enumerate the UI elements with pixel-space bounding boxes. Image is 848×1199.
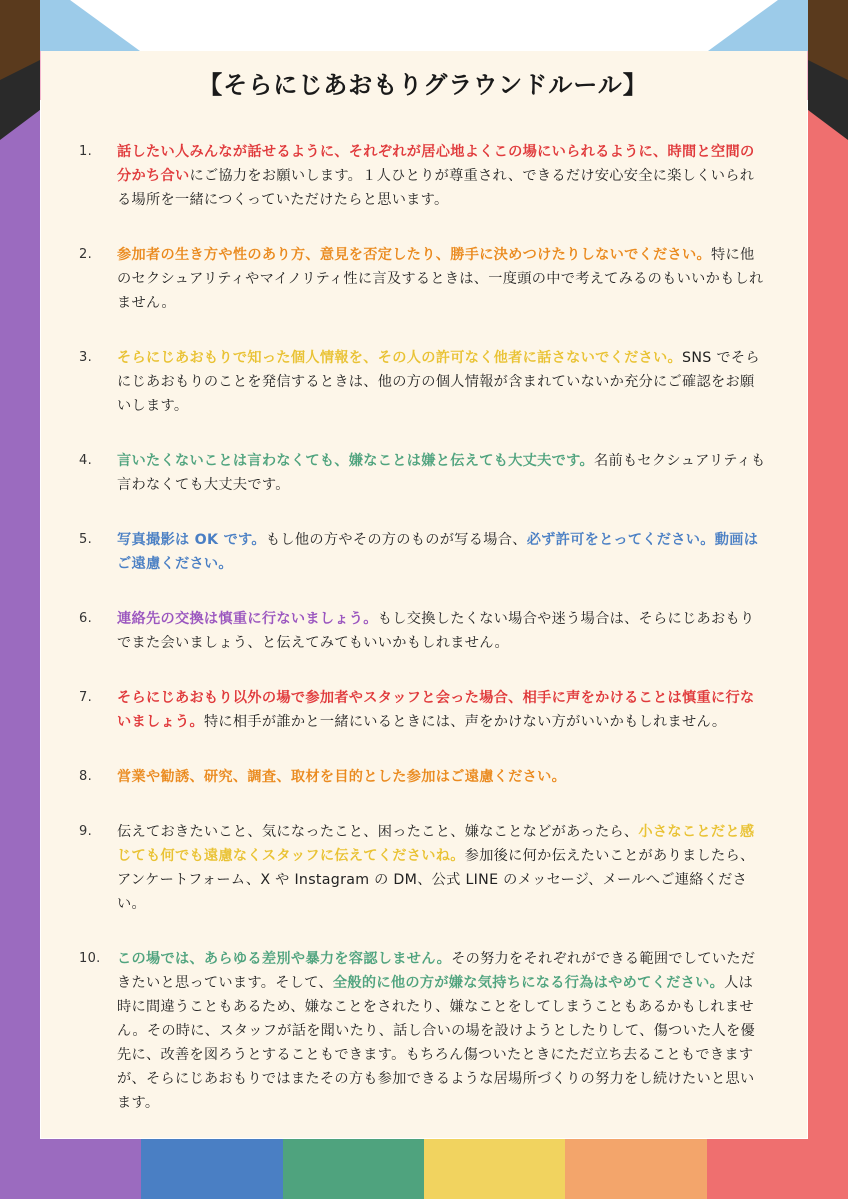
rule-number: 6.	[79, 611, 93, 626]
rule-item-8	[79, 765, 767, 789]
rule-highlight: 参加者の生き方や性のあり方、意見を否定したり、勝手に決めつけたりしないでください。	[117, 247, 711, 263]
rule-highlight: 全般的に他の方が嫌な気持ちになる行為はやめてください。	[332, 975, 725, 991]
rule-text: その努力をそれぞれができる範囲でしていただきたいと思っています。そして、	[117, 951, 756, 991]
rule-number: 1.	[79, 144, 93, 159]
rule-item-2	[79, 243, 767, 315]
rule-text: 特に他のセクシュアリティやマイノリティ性に言及するときは、一度頭の中で考えてみるのもいいかもしれません。	[117, 247, 764, 311]
band-blue	[141, 1139, 282, 1199]
rule-number: 5.	[79, 532, 93, 547]
rule-number: 10.	[79, 951, 101, 966]
rule-highlight: 言いたくないことは言わなくても、嫌なことは嫌と伝えても大丈夫です。	[117, 453, 594, 469]
rule-item-3	[79, 346, 767, 418]
rule-highlight: 営業や勧誘、研究、調査、取材を目的とした参加はご遠慮ください。	[117, 769, 567, 785]
rule-text: 特に相手が誰かと一緒にいるときには、声をかけない方がいいかもしれません。	[203, 714, 727, 730]
band-yellow	[424, 1139, 565, 1199]
rule-text: 名前もセクシュアリティも言わなくても大丈夫です。	[117, 453, 766, 493]
rule-item-1	[79, 140, 767, 212]
rule-text: にご協力をお願いします。１人ひとりが尊重され、できるだけ安心安全に楽しくいられる場所を一緒につくっていただけたらと思います。	[117, 168, 755, 208]
rule-item-7	[79, 686, 767, 734]
rule-highlight: 話したい人みんなが話せるように、それぞれが居心地よくこの場にいられるように、時間と空間の分かち合い	[117, 144, 755, 184]
rule-highlight: 必ず許可をとってください。動画はご遠慮ください。	[117, 532, 759, 572]
rule-number: 3.	[79, 350, 93, 365]
rules-list	[79, 140, 767, 1115]
rule-text: もし他の方やその方のものが写る場合、	[265, 532, 527, 548]
rule-number: 8.	[79, 769, 93, 784]
rule-text: 伝えておきたいこと、気になったこと、困ったこと、嫌なことなどがあったら、	[117, 824, 639, 840]
page-title: 【そらにじあおもりグラウンドルール】	[198, 71, 648, 99]
rule-highlight: この場では、あらゆる差別や暴力を容認しません。	[117, 951, 452, 967]
rule-item-5	[79, 528, 767, 576]
rule-highlight: 写真撮影は OK です。	[117, 532, 266, 548]
band-purple	[0, 1139, 141, 1199]
rule-highlight: そらにじあおもりで知った個人情報を、その人の許可なく他者に話さないでください。	[117, 350, 683, 366]
rule-text: もし交換したくない場合や迷う場合は、そらにじあおもりでまた会いましょう、と伝えてみてもいいかもしれません。	[117, 611, 755, 651]
rule-item-4	[79, 449, 767, 497]
band-orange	[565, 1139, 706, 1199]
rule-number: 7.	[79, 690, 93, 705]
rule-number: 9.	[79, 824, 93, 839]
rainbow-bottom-band	[0, 1139, 848, 1199]
rule-text: 人は時に間違うこともあるため、嫌なことをされたり、嫌なことをしてしまうこともあるかもしれません。その時に、スタッフが話を聞いたり、話し合いの場を設けようとしたりして、傷ついた人を優先に、改善を図ろうとすることもできます。もちろん傷ついたときにただ立ち去ることもできますが、そらにじあおもりではまたその方も参加できるような居場所づくりの努力をし続けたいと思います。	[117, 975, 756, 1111]
rule-text: SNS でそらにじあおもりのことを発信するときは、他の方の個人情報が含まれていないか充分にご確認をお願いします。	[117, 350, 760, 414]
rule-number: 2.	[79, 247, 93, 262]
rules-sheet	[41, 51, 807, 1138]
rule-number: 4.	[79, 453, 93, 468]
rule-highlight: 小さなことだと感じても何でも遠慮なくスタッフに伝えてくださいね。	[117, 824, 755, 864]
rule-item-10	[79, 947, 767, 1115]
rule-highlight: 連絡先の交換は慎重に行ないましょう。	[117, 611, 378, 627]
rule-text: 参加後に何か伝えたいことがありましたら、アンケートフォーム、X や Instagram の DM、公式 LINE のメッセージ、メールへご連絡ください。	[117, 848, 755, 912]
band-green	[283, 1139, 424, 1199]
rule-item-9	[79, 820, 767, 916]
band-red	[707, 1139, 848, 1199]
rule-highlight: そらにじあおもり以外の場で参加者やスタッフと会った場合、相手に声をかけることは慎重に行ないましょう。	[117, 690, 755, 730]
rule-item-6	[79, 607, 767, 655]
